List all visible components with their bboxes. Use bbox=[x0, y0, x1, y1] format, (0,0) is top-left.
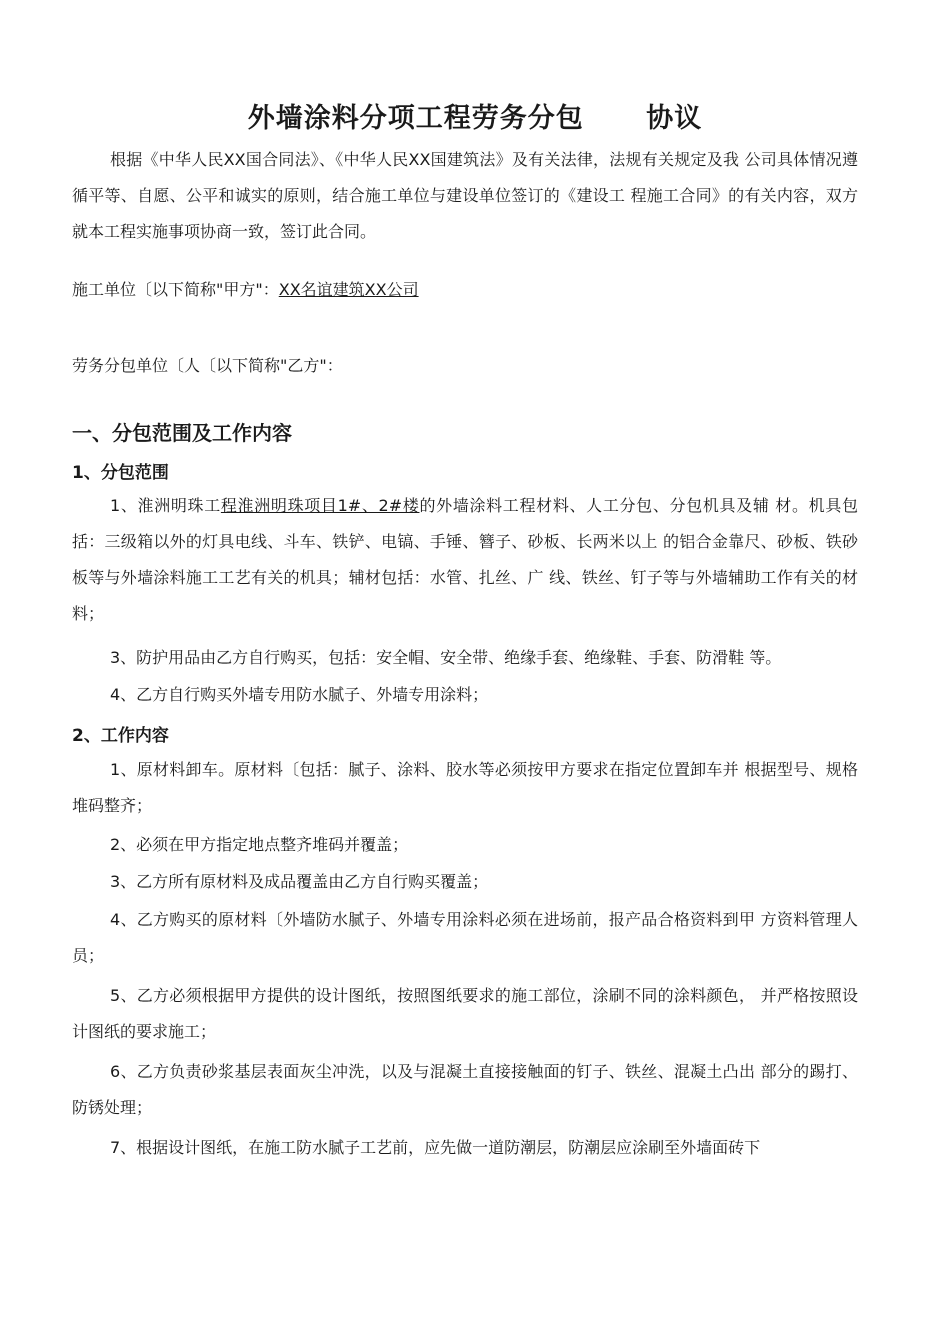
scope-item-3: 3、防护用品由乙方自行购买，包括：安全帽、安全带、绝缘手套、绝缘鞋、手套、防滑鞋 等。 bbox=[110, 648, 782, 667]
scope-item-1 bbox=[72, 488, 858, 632]
subsection-1-heading: 1、分包范围 bbox=[72, 463, 169, 483]
party-a-line bbox=[72, 272, 858, 308]
work-item: 6、乙方负责砂浆基层表面灰尘冲洗，以及与混凝土直接接触面的钉子、铁丝、混凝土凸出 部分的踢打、防锈处理； bbox=[72, 1062, 858, 1117]
document-title: 外墙涂料分项工程劳务分包 协议 bbox=[247, 103, 703, 134]
scope-item-1-project: 程淮洲明珠项目1#、2#楼 bbox=[220, 496, 420, 515]
party-a-value: XX名谊建筑XX公司 bbox=[278, 280, 419, 299]
work-item: 2、必须在甲方指定地点整齐堆码并覆盖； bbox=[110, 835, 409, 854]
scope-item-1-prefix: 1、淮洲明珠工 bbox=[110, 496, 221, 515]
work-item: 5、乙方必须根据甲方提供的设计图纸，按照图纸要求的施工部位，涂刷不同的涂料颜色， 并严格按照设计图纸的要求施工； bbox=[72, 986, 858, 1041]
work-item: 7、根据设计图纸，在施工防水腻子工艺前，应先做一道防潮层，防潮层应涂刷至外墙面砖下 bbox=[110, 1138, 761, 1157]
work-item: 3、乙方所有原材料及成品覆盖由乙方自行购买覆盖； bbox=[110, 872, 489, 891]
party-b-line bbox=[72, 348, 858, 384]
party-b-label: 劳务分包单位〔人〔以下简称"乙方"： bbox=[72, 356, 343, 375]
scope-item-4: 4、乙方自行购买外墙专用防水腻子、外墙专用涂料； bbox=[110, 685, 489, 704]
scope-item-1-rest: 的外墙涂料工程材料、人工分包、分包机具及辅 材。机具包括：三级箱以外的灯具电线、斗车、铁铲、电镐、手锤、簪子、砂板、长两米以上 的铝合金靠尺、砂板、铁砂板等与外墙涂料施工工艺有关的机具；辅材包括：水管、扎丝、广 线、铁丝、钉子等与外墙辅助工作有关的材料； bbox=[72, 496, 858, 623]
intro-paragraph: 根据《中华人民XX国合同法》、《中华人民XX国建筑法》及有关法律，法规有关规定及我 公司具体情况遵循平等、自愿、公平和诚实的原则，结合施工单位与建设单位签订的《建设工 程施工合同》的有关内容，双方就本工程实施事项协商一致，签订此合同。 bbox=[72, 150, 858, 241]
party-a-label: 施工单位〔以下简称"甲方"： bbox=[72, 280, 279, 299]
work-item: 1、原材料卸车。原材料〔包括：腻子、涂料、胶水等必须按甲方要求在指定位置卸车并 根据型号、规格堆码整齐； bbox=[72, 760, 858, 815]
work-item: 4、乙方购买的原材料〔外墙防水腻子、外墙专用涂料必须在进场前，报产品合格资料到甲 方资料管理人员； bbox=[72, 910, 858, 965]
subsection-2-heading: 2、工作内容 bbox=[72, 726, 169, 746]
section-1-heading: 一、分包范围及工作内容 bbox=[72, 421, 292, 445]
